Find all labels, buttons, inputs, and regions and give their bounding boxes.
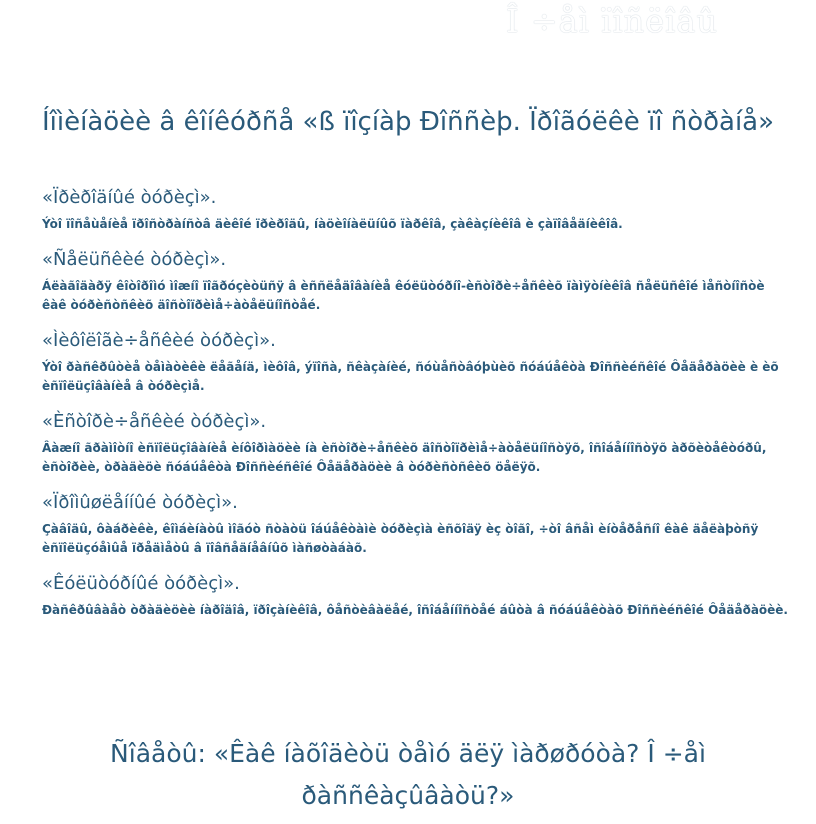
nomination-industrial [42,490,792,558]
nomination-heading: «Ìèôîëîãè÷åñêèé òóðèçì». [42,330,276,351]
nomination-heading: «Èñòîðè÷åñêèé òóðèçì». [42,411,267,432]
nomination-mythological [42,328,792,396]
nomination-description: Âàæíî ãðàìîòíî èñïîëüçîâàíèå èíôîðìàöèè íà èñòîðè÷åñêèõ äîñòîïðèìå÷àòåëüíîñòÿõ, îñîáåííîñòÿõ àðõèòåêòóðû, èñòîðèè, òðàäèöè ñóáúåêòà Ðîññèéñêîé Ôåäåðàöèè â òóðèñòñêèõ öåëÿõ. [42,441,767,474]
nomination-description: Çàâîäû, ôàáðèêè, êîìáèíàòû ìîãóò ñòàòü îáúåêòàìè òóðèçìà èñõîäÿ èç òîãî, ÷òî âñåì èíòåðåñíî êàê äåëàþòñÿ èñïîëüçóåìûå ïðåäìåòû â ïîâñåäíåâíûõ ìàñøòàáàõ. [42,522,759,555]
page-title: Íîìèíàöèè â êîíêóðñå «ß ïîçíàþ Ðîññèþ. Ïðîãóëêè ïî ñòðàíå» [41,107,775,137]
nomination-nature [42,185,792,234]
nomination-description: Ðàñêðûâàåò òðàäèöèè íàðîäîâ, ïðîçàíèêîâ, ôåñòèâàëåé, îñîáåííîñòåé áûòà â ñóáúåêòàõ Ðîññèéñêîé Ôåäåðàöèè. [42,603,788,617]
nomination-description: Áëàãîäàðÿ êîòîðîìó ìîæíî ïîãðóçèòüñÿ â èññëåäîâàíèå êóëüòóðíî-èñòîðè÷åñêèõ ïàìÿòíèêîâ ñåëüñêîé ìåñòíîñòè êàê òóðèñòñêèõ äîñòîïðèìå÷àòåëüíîñòåé. [42,279,765,312]
nomination-description: Ýòî ðàñêðûòèå òåìàòèêè ëåãåíä, ìèôîâ, ýïîñà, ñêàçàíèé, ñóùåñòâóþùèõ ñóáúåêòà Ðîññèéñêîé Ôåäåðàöèè è èõ èñïîëüçîâàíèå â òóðèçìå. [42,360,779,393]
nomination-heading: «Ïðèðîäíûé òóðèçì». [42,187,217,208]
nomination-rural [42,247,792,315]
nomination-list [42,185,792,633]
nomination-description: Ýòî ïîñåùåíèå ïðîñòðàíñòâ äèêîé ïðèðîäû, íàöèîíàëüíûõ ïàðêîâ, çàêàçíèêîâ è çàïîâåäíèêîâ. [42,217,623,231]
nomination-heading: «Êóëüòóðíûé òóðèçì». [42,573,240,594]
advice-question: Ñîâåòû: «Êàê íàõîäèòü òåìó äëÿ ìàðøðóòà? Î ÷åì ðàññêàçûâàòü?» [110,739,706,810]
nomination-cultural [42,571,792,620]
watermark: Î ÷åì ïîñëîâû [506,2,719,40]
nomination-heading: «Ïðîìûøëåííûé òóðèçì». [42,492,238,513]
nomination-heading: «Ñåëüñêèé òóðèçì». [42,249,227,270]
nomination-historical [42,409,792,477]
